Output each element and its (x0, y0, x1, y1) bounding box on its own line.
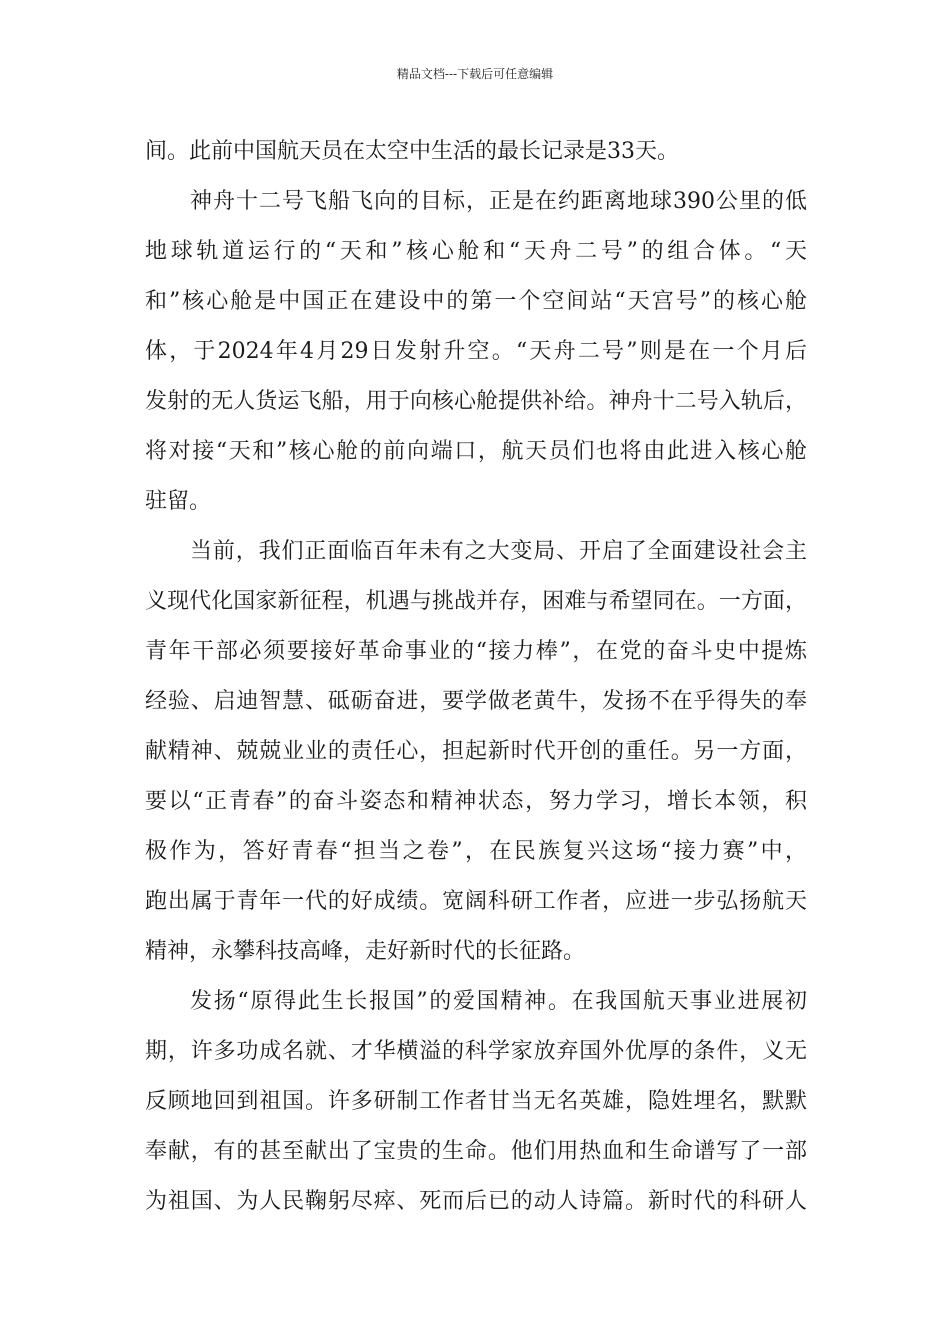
text-line: 将对接“天和”核心舱的前向端口，航天员们也将由此进入核心舱 (145, 439, 807, 464)
text-line: 青年干部必须要接好革命事业的“接力棒”，在党的奋斗史中提炼 (145, 639, 807, 664)
text-line: 发扬“原得此生长报国”的爱国精神。在我国航天事业进展初 (190, 989, 807, 1014)
paragraph-1 (145, 134, 807, 170)
text-line: 神舟十二号飞船飞向的目标，正是在约距离地球390公里的低 (190, 189, 807, 214)
text-line: 驻留。 (145, 489, 212, 514)
text-line: 地球轨道运行的“天和”核心舱和“天舟二号”的组合体。“天 (145, 239, 807, 264)
paragraph-3 (145, 534, 807, 970)
text-line: 献精神、兢兢业业的责任心，担起新时代开创的重任。另一方面， (145, 739, 807, 764)
text-line: 奉献，有的甚至献出了宝贵的生命。他们用热血和生命谱写了一部 (145, 1139, 807, 1164)
text-line: 要以“正青春”的奋斗姿态和精神状态，努力学习，增长本领，积 (145, 789, 807, 814)
text-line: 期，许多功成名就、才华横溢的科学家放弃国外优厚的条件，义无 (145, 1039, 807, 1064)
text-line: 发射的无人货运飞船，用于向核心舱提供补给。神舟十二号入轨后， (145, 389, 807, 414)
text-line: 间。此前中国航天员在太空中生活的最长记录是33天。 (145, 139, 679, 164)
text-line: 为祖国、为人民鞠躬尽瘁、死而后已的动人诗篇。新时代的科研人 (145, 1189, 807, 1214)
text-line: 义现代化国家新征程，机遇与挑战并存，困难与希望同在。一方面， (145, 589, 807, 614)
text-line: 和”核心舱是中国正在建设中的第一个空间站“天宫号”的核心舱 (145, 289, 807, 314)
text-line: 当前，我们正面临百年未有之大变局、开启了全面建设社会主 (190, 539, 807, 564)
text-line: 精神，永攀科技高峰，走好新时代的长征路。 (145, 939, 586, 964)
paragraph-4 (145, 984, 807, 1220)
text-line: 经验、启迪智慧、砥砺奋进，要学做老黄牛，发扬不在乎得失的奉 (145, 689, 807, 714)
document-body (145, 134, 807, 1234)
paragraph-2 (145, 184, 807, 520)
text-line: 反顾地回到祖国。许多研制工作者甘当无名英雄，隐姓埋名，默默 (145, 1089, 807, 1114)
page-header: 精品文档---下载后可任意编辑 (396, 67, 554, 81)
text-line: 极作为，答好青春“担当之卷”，在民族复兴这场“接力赛”中， (145, 839, 807, 864)
text-line: 跑出属于青年一代的好成绩。宽阔科研工作者，应进一步弘扬航天 (145, 889, 807, 914)
text-line: 体，于2024年4月29日发射升空。“天舟二号”则是在一个月后 (145, 339, 807, 364)
